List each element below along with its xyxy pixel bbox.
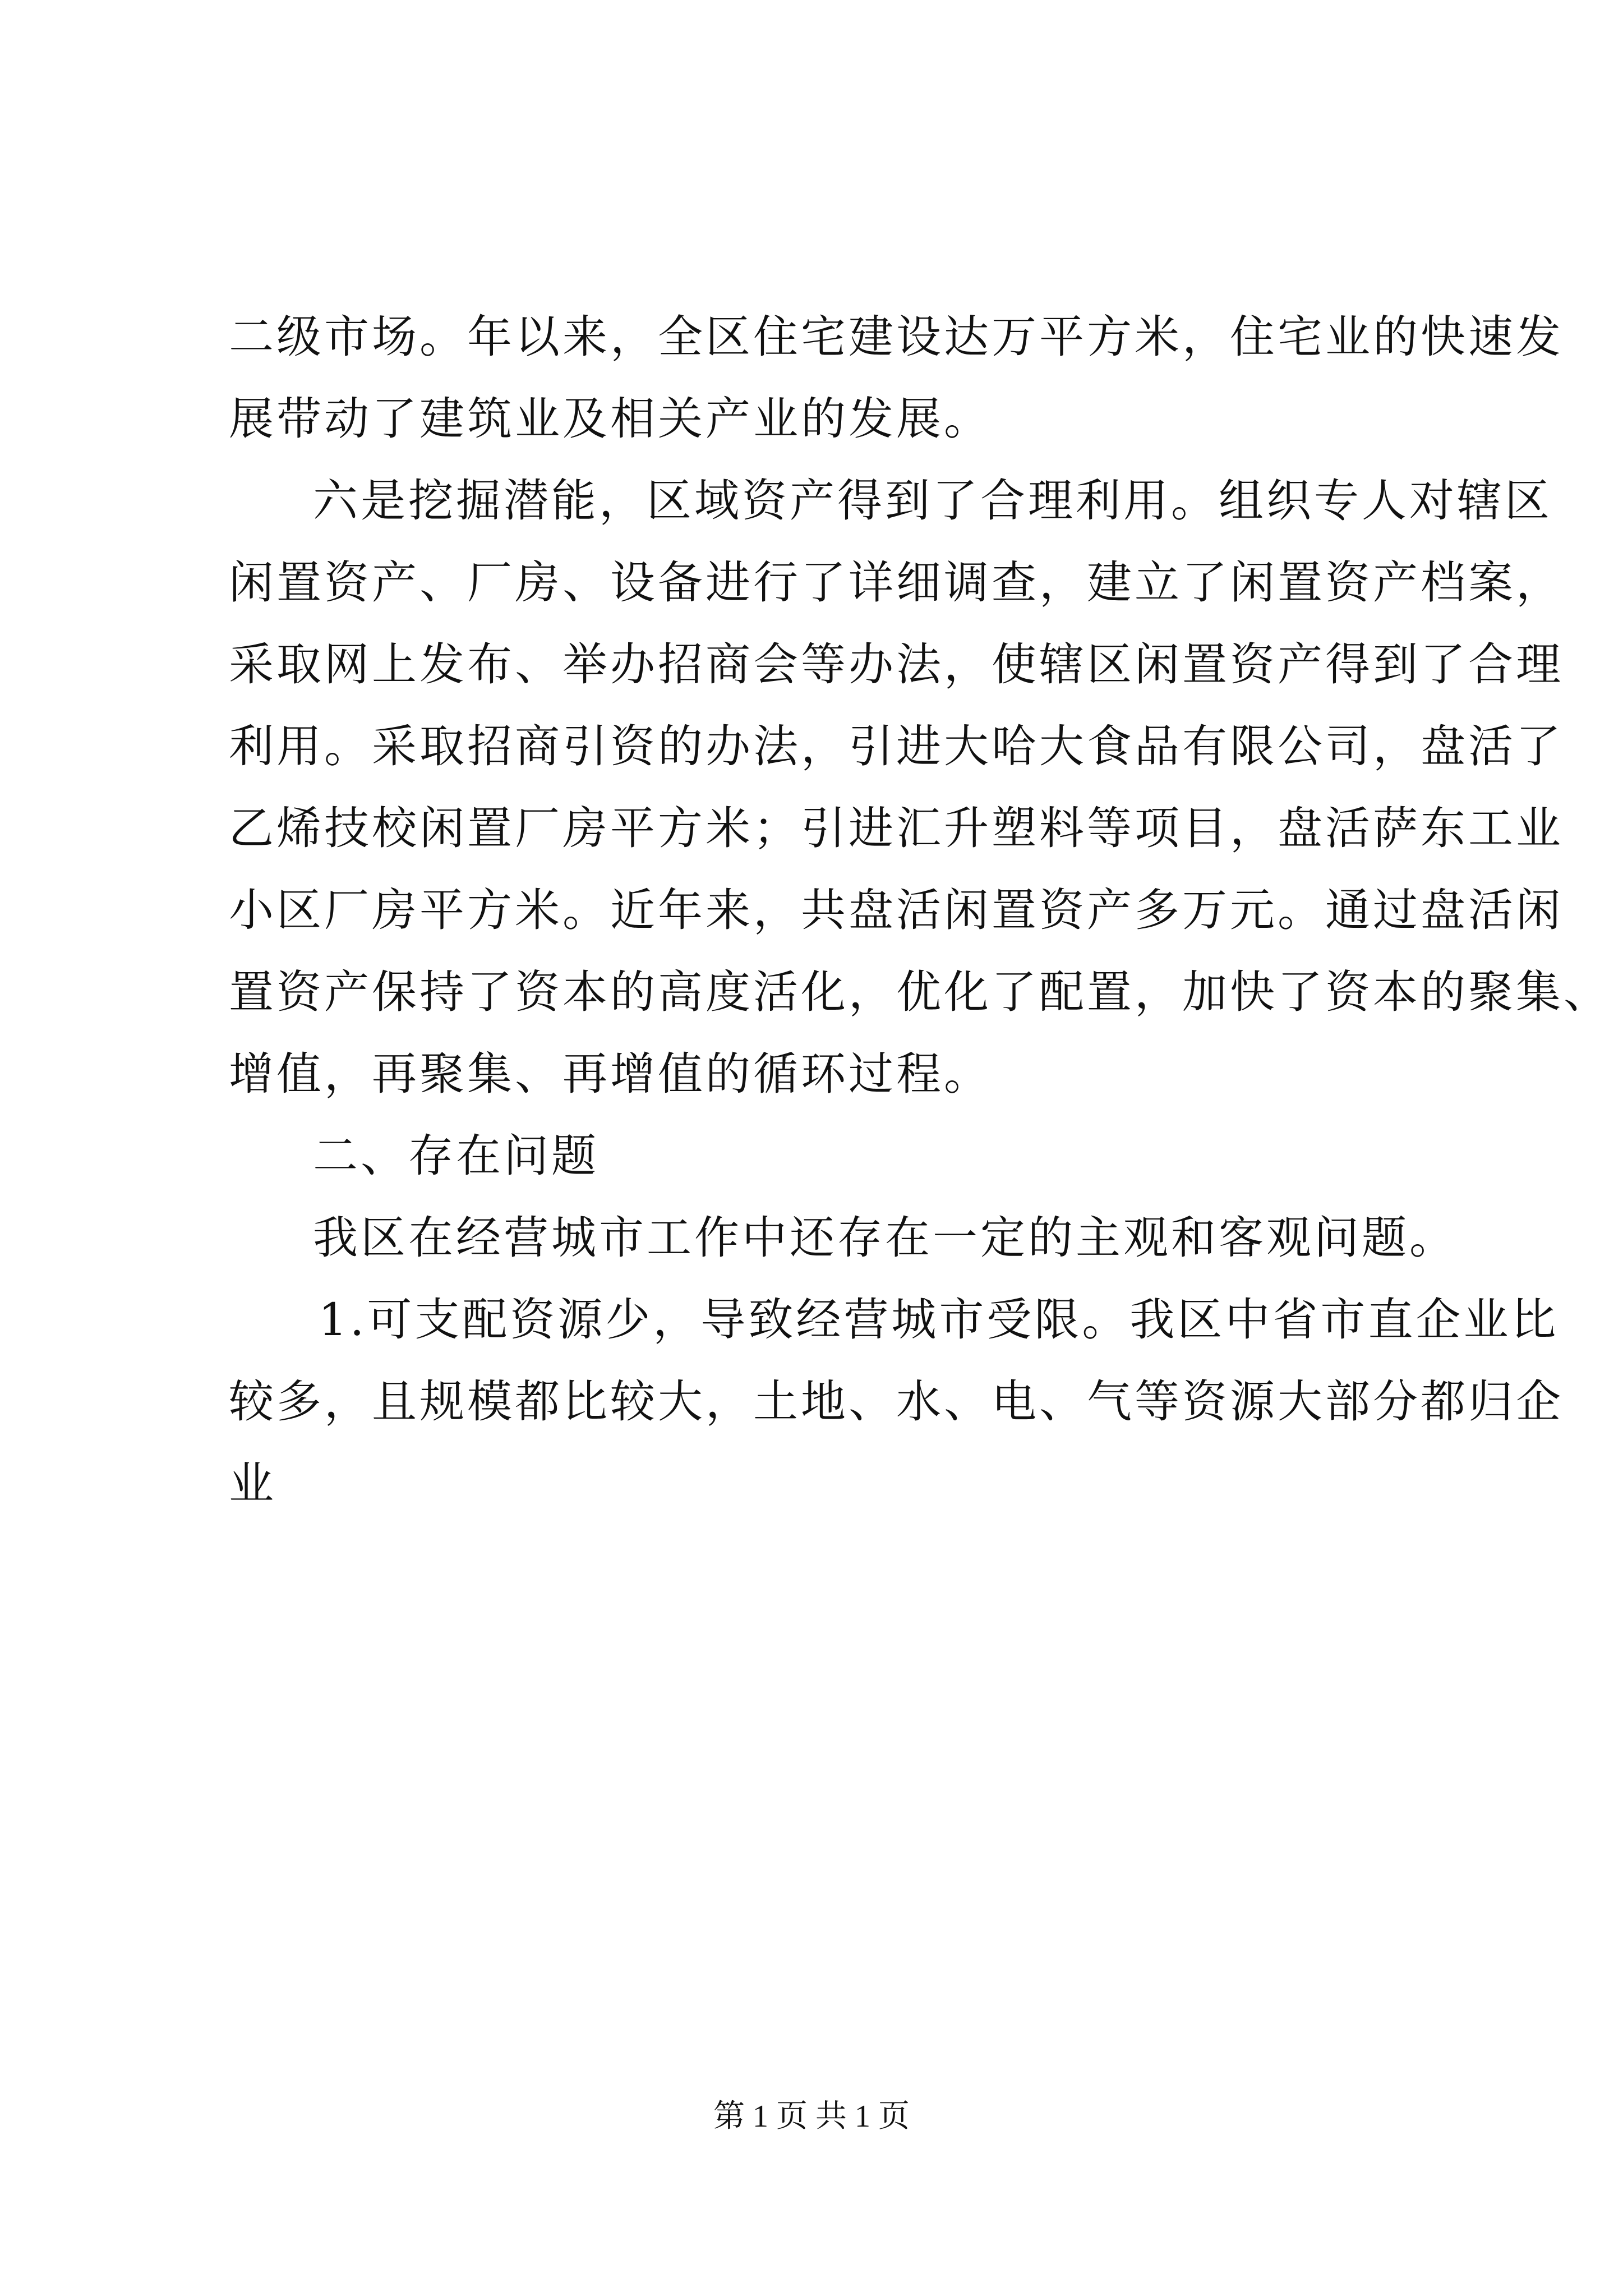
text-line: 二级市场。年以来，全区住宅建设达万平方米，住宅业的快速发 <box>229 311 1564 363</box>
text-line: 利用。采取招商引资的办法，引进大哈大食品有限公司，盘活了 <box>229 720 1564 772</box>
text-line: 较多，且规模都比较大，土地、水、电、气等资源大部分都归企 <box>229 1375 1564 1428</box>
section-heading: 二、存在问题 <box>313 1130 599 1182</box>
page-footer: 第 1 页 共 1 页 <box>713 2099 910 2134</box>
text-line: 采取网上发布、举办招商会等办法，使辖区闲置资产得到了合理 <box>229 638 1564 691</box>
text-line: 乙烯技校闲置厂房平方米；引进汇升塑料等项目，盘活萨东工业 <box>229 802 1564 854</box>
paragraph-start-line: 我区在经营城市工作中还存在一定的主观和客观问题。 <box>313 1212 1457 1264</box>
text-line: 小区厂房平方米。近年来，共盘活闲置资产多万元。通过盘活闲 <box>229 884 1564 936</box>
document-body <box>229 296 1611 1525</box>
text-line: 增值，再聚集、再增值的循环过程。 <box>229 1048 992 1100</box>
text-line: 闲置资产、厂房、设备进行了详细调查，建立了闲置资产档案， <box>229 556 1564 609</box>
paragraph-start-line: 六是挖掘潜能，区域资产得到了合理利用。组织专人对辖区 <box>313 475 1552 527</box>
numbered-item-line: 1.可支配资源少，导致经营城市受限。我区中省市直企业比 <box>319 1294 1559 1346</box>
text-line: 业 <box>229 1457 276 1510</box>
text-line: 置资产保持了资本的高度活化，优化了配置，加快了资本的聚集、 <box>229 966 1611 1018</box>
text-line: 展带动了建筑业及相关产业的发展。 <box>229 393 992 445</box>
